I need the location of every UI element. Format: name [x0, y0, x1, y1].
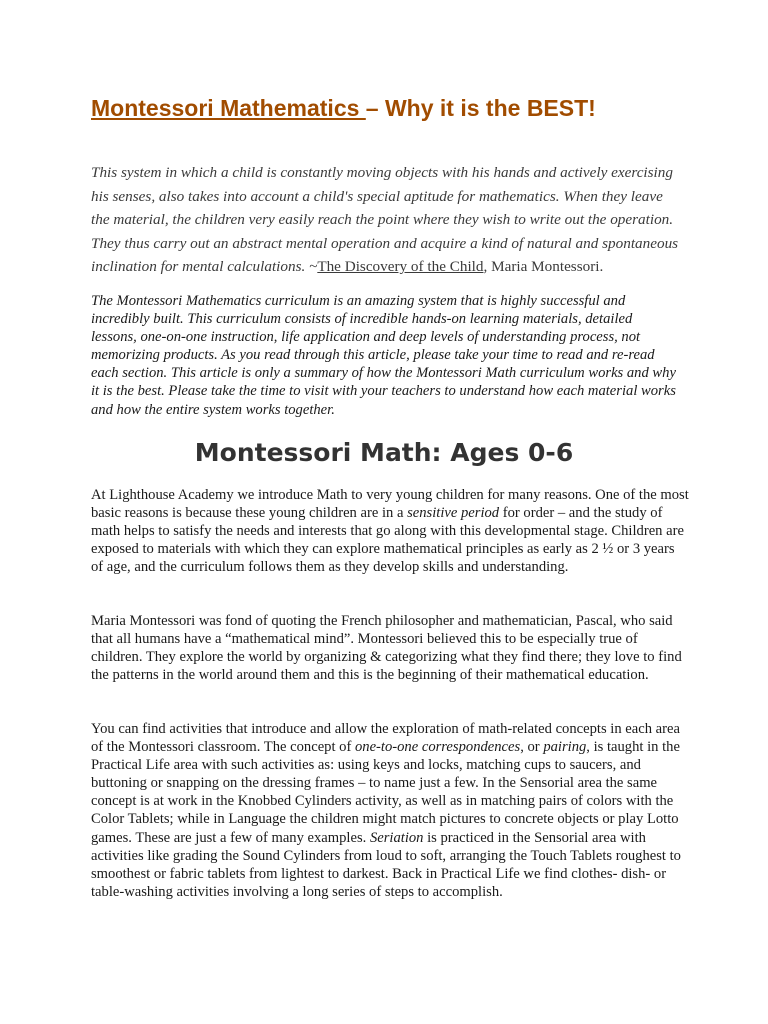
- montessori-quote: [91, 161, 681, 279]
- body-paragraph-3: [91, 720, 689, 901]
- p3-emphasis-2: pairing: [543, 739, 587, 756]
- p3-part-d: is practiced in the Sensorial area with activities like grading the Sound Cylinders from loud to soft, arranging the Touch Tablets roughest to smoothest or fabric tablets from lightest to darkest. Back in Practical Life we find clothes- dish- or table-washing activities involving a long series of steps to accomplish.: [91, 829, 681, 900]
- quote-text: This system in which a child is constantly moving objects with his hands and actively exercising his senses, also takes into account a child's special aptitude for mathematics. When they leave the material, the children very easily reach the point where they wish to write out the operation. They thus carry out an abstract mental operation and acquire a kind of natural and spontaneous inclination for mental calculations. ~: [91, 164, 679, 276]
- section-heading: Montessori Math: Ages 0-6: [194, 438, 574, 467]
- p3-emphasis-1: one-to-one correspondences: [354, 739, 521, 756]
- p3-part-a: You can find activities that introduce and allow the exploration of math-related concepts in each area of the Montessori classroom. The concept of: [91, 721, 680, 756]
- p1-before: At Lighthouse Academy we introduce Math to very young children for many reasons. One of the most basic reasons is because these young children are in a: [91, 487, 689, 522]
- body-paragraph-2: Maria Montessori was fond of quoting the French philosopher and mathematician, Pascal, who said that all humans have a “mathematical mind”. Montessori believed this to be especially true of children. They explore the world by organizing & categorizing what they find there; they love to find the patterns in the world around them and this is the beginning of their mathematical education.: [91, 613, 682, 684]
- intro-paragraph: The Montessori Mathematics curriculum is an amazing system that is highly successful and incredibly built. This curriculum consists of incredible hands-on learning materials, detailed lessons, one-on-one instruction, life application and deep levels of understanding process, not memorizing products. As you read through this article, please take your time to read and re-read each section. This article is only a summary of how the Montessori Math curriculum works and why it is the best. Please take the time to visit with your teachers to understand how each material works and how the entire system works together.: [91, 293, 676, 418]
- title-underlined: Montessori Mathematics: [91, 95, 366, 121]
- quote-book-title: The Discovery of the Child: [317, 258, 484, 276]
- p3-part-c: , is taught in the Practical Life area with such activities as: using keys and locks, matching cups to saucers, and buttoning or snapping on the dressing frames – to name just a few. In the Sensorial area the same concept is at work in the Knobbed Cylinders activity, as well as in matching pairs of colors with the Color Tablets; while in Language the children might match pictures to concrete objects or play Lotto games. These are just a few of many examples.: [91, 739, 680, 846]
- title-rest: – Why it is the BEST!: [365, 95, 596, 121]
- quote-author: , Maria Montessori.: [483, 258, 604, 276]
- p3-emphasis-3: Seriation: [369, 829, 424, 846]
- p3-part-b: , or: [520, 739, 544, 756]
- p1-emphasis: sensitive period: [407, 505, 500, 522]
- page-title: [91, 94, 731, 122]
- body-paragraph-1: [91, 486, 689, 576]
- p1-after: for order – and the study of math helps to satisfy the needs and interests that go along with this developmental stage. Children are exposed to materials with which they can explore mathematical principles as early as 2 ½ or 3 years of age, and the curriculum follows them as they develop skills and understanding.: [91, 505, 684, 576]
